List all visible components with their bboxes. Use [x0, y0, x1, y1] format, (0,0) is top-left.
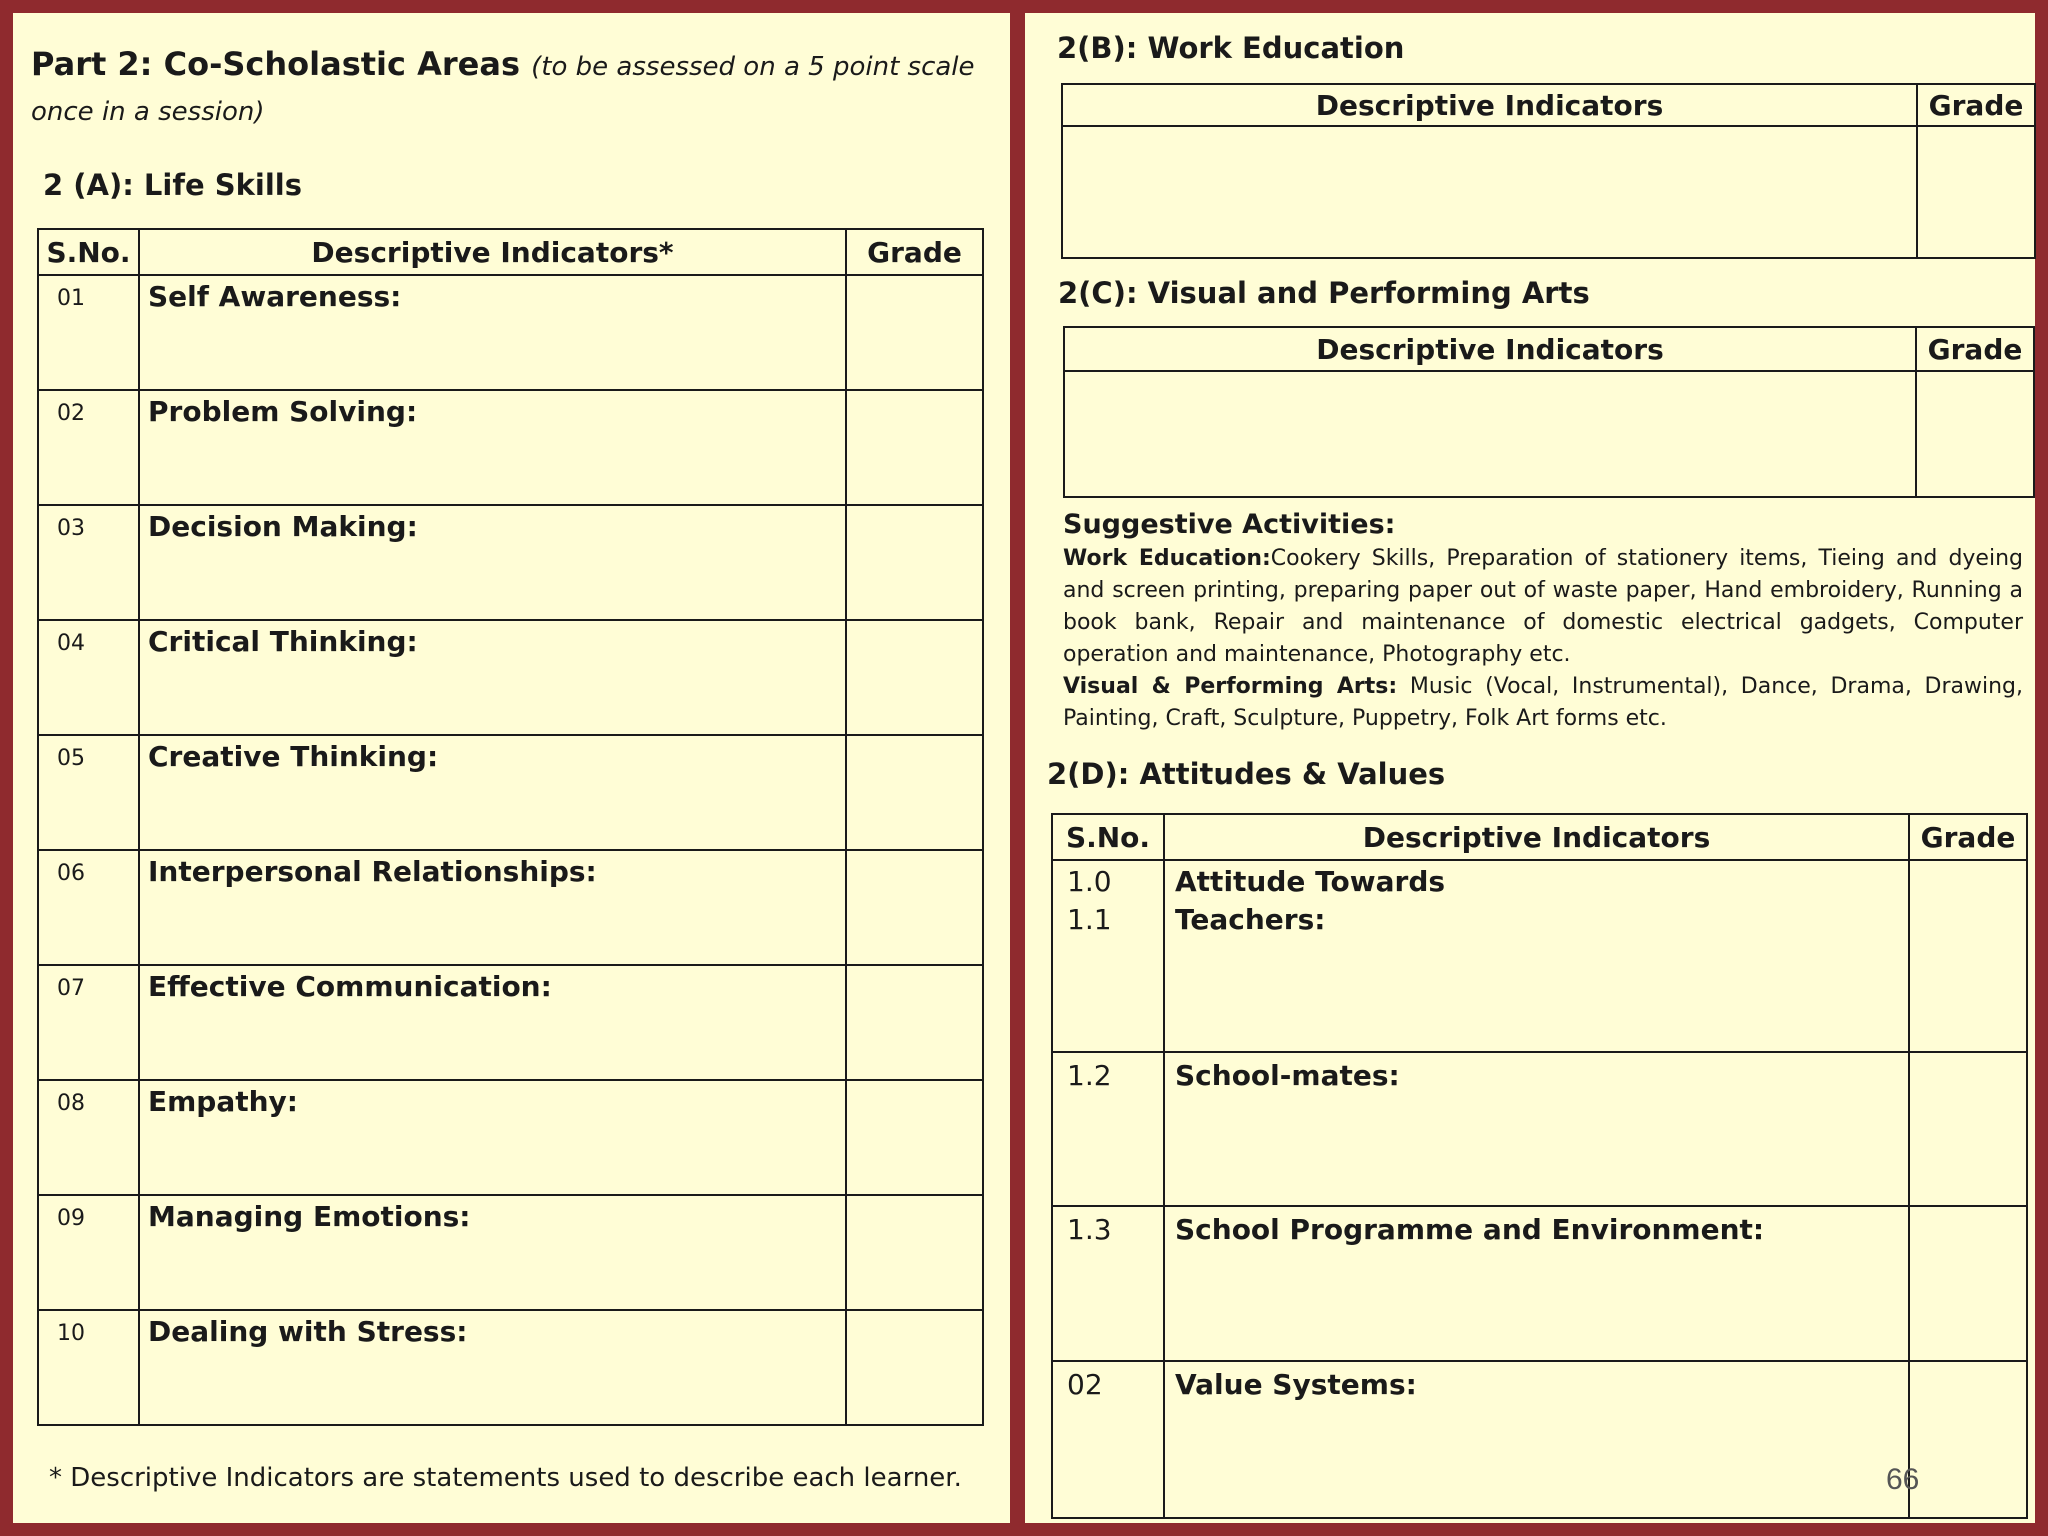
grade-header: Grade: [1916, 327, 2034, 371]
grade-cell[interactable]: [846, 735, 983, 850]
grade-cell[interactable]: [846, 275, 983, 390]
table-row: [38, 850, 983, 965]
indicators-header: Descriptive Indicators: [1064, 327, 1916, 371]
visual-arts-label: Visual & Performing Arts:: [1063, 674, 1398, 699]
grade-cell[interactable]: [1909, 1052, 2027, 1206]
part-title: [31, 43, 991, 133]
table-row: [1052, 1206, 2027, 1361]
row-indicator: Critical Thinking:: [139, 620, 846, 735]
row-indicator: Managing Emotions:: [139, 1195, 846, 1310]
teachers-label: Teachers:: [1175, 903, 1326, 936]
row-indicator: Dealing with Stress:: [139, 1310, 846, 1425]
grade-header: Grade: [846, 229, 983, 275]
row-indicator: Interpersonal Relationships:: [139, 850, 846, 965]
life-skills-title: 2 (A): Life Skills: [43, 168, 302, 202]
row-sno-1-1: 1.1: [1067, 903, 1112, 936]
suggestive-activities-title: Suggestive Activities:: [1063, 509, 1396, 540]
grade-cell[interactable]: [846, 390, 983, 505]
table-row: [38, 620, 983, 735]
right-page: [1025, 13, 2035, 1523]
row-sno: [1052, 860, 1164, 1052]
grade-cell[interactable]: [1917, 126, 2035, 258]
attitudes-header-row: [1052, 814, 2027, 860]
row-sno: 03: [38, 505, 139, 620]
attitudes-values-table: [1051, 813, 2028, 1519]
row-sno: 07: [38, 965, 139, 1080]
row-indicator: Decision Making:: [139, 505, 846, 620]
page-number: 66: [1886, 1463, 1920, 1496]
row-indicator: Effective Communication:: [139, 965, 846, 1080]
work-education-title: 2(B): Work Education: [1057, 31, 1405, 65]
row-sno: 02: [1052, 1361, 1164, 1518]
left-page: [13, 13, 1010, 1523]
table-row: [38, 735, 983, 850]
row-sno: 02: [38, 390, 139, 505]
grade-cell[interactable]: [1909, 860, 2027, 1052]
row-sno: 10: [38, 1310, 139, 1425]
row-sno: 1.3: [1052, 1206, 1164, 1361]
life-skills-header-row: [38, 229, 983, 275]
grade-cell[interactable]: [1916, 371, 2034, 497]
suggestive-activities-text: [1063, 543, 2023, 735]
table-row: [38, 505, 983, 620]
row-sno: 1.2: [1052, 1052, 1164, 1206]
row-indicator: Self Awareness:: [139, 275, 846, 390]
attitude-towards-label: Attitude Towards: [1175, 865, 1446, 898]
row-indicator: Problem Solving:: [139, 390, 846, 505]
sno-header: S.No.: [1052, 814, 1164, 860]
row-sno-1-0: 1.0: [1067, 865, 1112, 898]
grade-cell[interactable]: [846, 1195, 983, 1310]
grade-cell[interactable]: [846, 620, 983, 735]
grade-cell[interactable]: [1909, 1206, 2027, 1361]
row-sno: 09: [38, 1195, 139, 1310]
grade-cell[interactable]: [846, 1310, 983, 1425]
indicator-cell[interactable]: [1064, 371, 1916, 497]
row-indicator: Creative Thinking:: [139, 735, 846, 850]
grade-cell[interactable]: [846, 850, 983, 965]
work-education-label: Work Education:: [1063, 546, 1271, 571]
row-indicator: Empathy:: [139, 1080, 846, 1195]
row-sno: 08: [38, 1080, 139, 1195]
grade-header: Grade: [1917, 84, 2035, 126]
row-sno: 01: [38, 275, 139, 390]
row-sno: 05: [38, 735, 139, 850]
work-education-activities: Cookery Skills, Preparation of stationery items, Tieing and dyeing and screen printing, preparing paper out of waste paper, Hand embroidery, Running a book bank, Repair and maintenance of domestic electrical gadgets, Computer operation and maintenance, Photography etc.: [1063, 546, 2023, 667]
grade-header: Grade: [1909, 814, 2027, 860]
table-row: [38, 1080, 983, 1195]
table-row: [38, 1195, 983, 1310]
table-row: [38, 965, 983, 1080]
grade-cell[interactable]: [846, 505, 983, 620]
table-row: [38, 390, 983, 505]
row-indicator: Value Systems:: [1164, 1361, 1909, 1518]
visual-arts-table: [1063, 326, 2035, 498]
visual-arts-title: 2(C): Visual and Performing Arts: [1058, 276, 1590, 310]
grade-cell[interactable]: [846, 1080, 983, 1195]
sno-header: S.No.: [38, 229, 139, 275]
indicators-header: Descriptive Indicators: [1164, 814, 1909, 860]
indicators-header: Descriptive Indicators: [1062, 84, 1917, 126]
footnote: * Descriptive Indicators are statements used to describe each learner.: [49, 1463, 962, 1493]
grade-cell[interactable]: [846, 965, 983, 1080]
grade-cell[interactable]: [1909, 1361, 2027, 1518]
row-sno: 06: [38, 850, 139, 965]
row-indicator: School Programme and Environment:: [1164, 1206, 1909, 1361]
work-education-table: [1061, 83, 2036, 259]
attitudes-values-title: 2(D): Attitudes & Values: [1047, 757, 1446, 791]
table-row: [1052, 1361, 2027, 1518]
life-skills-table: [37, 228, 984, 1426]
visual-arts-activities: Music (Vocal, Instrumental), Dance, Drama, Drawing, Painting, Craft, Sculpture, Puppetry, Folk Art forms etc.: [1063, 674, 2024, 731]
row-indicator: [1164, 860, 1909, 1052]
part-title-main: Part 2: Co-Scholastic Areas: [31, 45, 521, 83]
row-indicator: School-mates:: [1164, 1052, 1909, 1206]
table-row: [38, 1310, 983, 1425]
row-sno: 04: [38, 620, 139, 735]
part-title-subtitle: (to be assessed on a 5 point scale once in a session): [31, 52, 975, 127]
indicator-cell[interactable]: [1062, 126, 1917, 258]
table-row: [1052, 1052, 2027, 1206]
table-row: [38, 275, 983, 390]
indicators-header: Descriptive Indicators*: [139, 229, 846, 275]
table-row: [1052, 860, 2027, 1052]
